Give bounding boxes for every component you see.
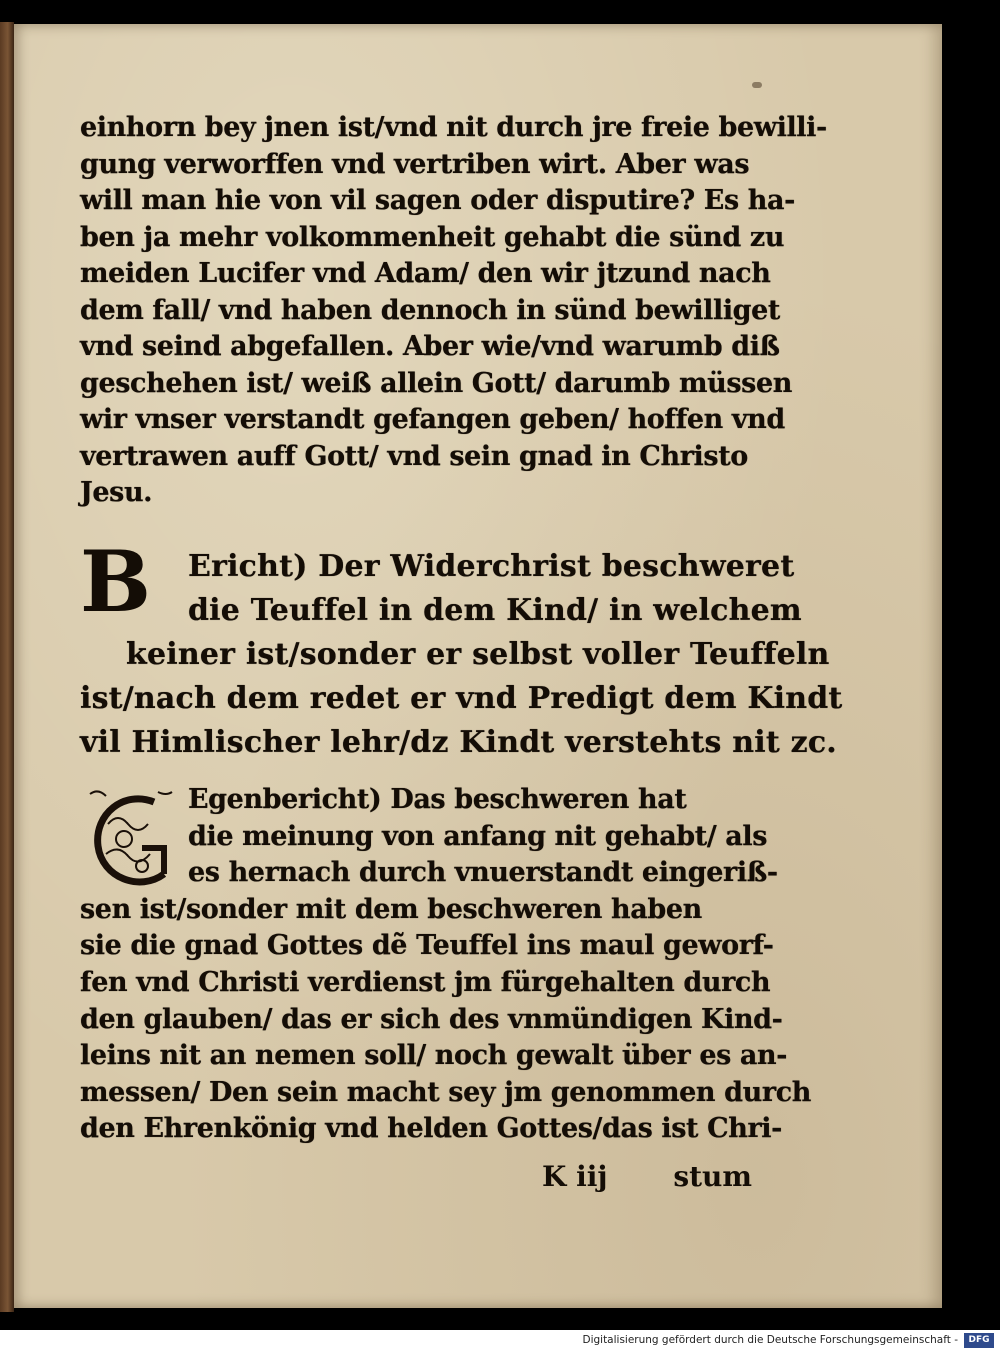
dfg-logo-icon: DFG [964, 1333, 994, 1348]
signature-mark: K iij [542, 1160, 608, 1193]
text-line: sie die gnad Gottes dẽ Teuffel ins maul geworf- [80, 930, 774, 962]
text-line: vil Himlischer lehr/dz Kindt verstehts nit zc. [80, 725, 837, 760]
text-line: keiner ist/sonder er selbst voller Teuffeln [126, 637, 830, 672]
text-line: die Teuffel in dem Kind/ in welchem [188, 593, 802, 628]
text-line: Jesu. [80, 477, 153, 508]
text-line: will man hie von vil sagen oder disputire? Es ha- [80, 185, 795, 216]
dfg-notice-bar [0, 1330, 1000, 1352]
text-line: die meinung von anfang nit gehabt/ als [188, 820, 768, 852]
text-line: sen ist/sonder mit dem beschweren haben [80, 893, 702, 925]
paragraph-3 [80, 782, 811, 1148]
book-edge [0, 22, 14, 1312]
ink-smudge [752, 82, 762, 88]
text-line: gung verworffen vnd vertriben wirt. Aber was [80, 148, 750, 180]
text-line: ben ja mehr volkommenheit gehabt die sünd zu [80, 221, 785, 253]
text-line: Egenbericht) Das beschweren hat [188, 784, 687, 815]
text-line: vertrawen auff Gott/ vnd sein gnad in Christo [80, 440, 748, 472]
text-line: fen vnd Christi verdienst jm fürgehalten durch [80, 966, 771, 998]
text-line: es hernach durch vnuerstandt eingeriß- [188, 857, 778, 889]
text-line: einhorn bey jnen ist/vnd nit durch jre freie bewilli- [80, 112, 827, 143]
text-line: den glauben/ das er sich des vnmündigen Kind- [80, 1003, 783, 1035]
dfg-notice: Digitalisierung gefördert durch die Deutsche Forschungsgemeinschaft - [582, 1334, 958, 1346]
catchword: stum [673, 1160, 752, 1193]
text-line: vnd seind abgefallen. Aber wie/vnd warumb diß [80, 331, 780, 362]
text-line: wir vnser verstandt gefangen geben/ hoffen vnd [80, 404, 785, 435]
text-line: Ericht) Der Widerchrist beschweret [188, 549, 795, 584]
text-line: messen/ Den sein macht sey jm genommen durch [80, 1076, 811, 1108]
text-line: meiden Lucifer vnd Adam/ den wir jtzund nach [80, 258, 771, 289]
text-line: dem fall/ vnd haben dennoch in sünd bewilliget [80, 294, 781, 326]
text-line: den Ehrenkönig vnd helden Gottes/das ist Chri- [80, 1113, 782, 1145]
paragraph-2 [80, 532, 843, 765]
drop-cap-b: B [80, 532, 151, 631]
paragraph-1 [80, 110, 827, 512]
text-line: ist/nach dem redet er vnd Predigt dem Kindt [80, 681, 843, 716]
text-line: geschehen ist/ weiß allein Gott/ darumb müssen [80, 367, 792, 399]
decorated-initial-letter: G [128, 848, 136, 859]
page-footer [80, 1160, 760, 1200]
text-line: leins nit an nemen soll/ noch gewalt über es an- [80, 1040, 788, 1072]
